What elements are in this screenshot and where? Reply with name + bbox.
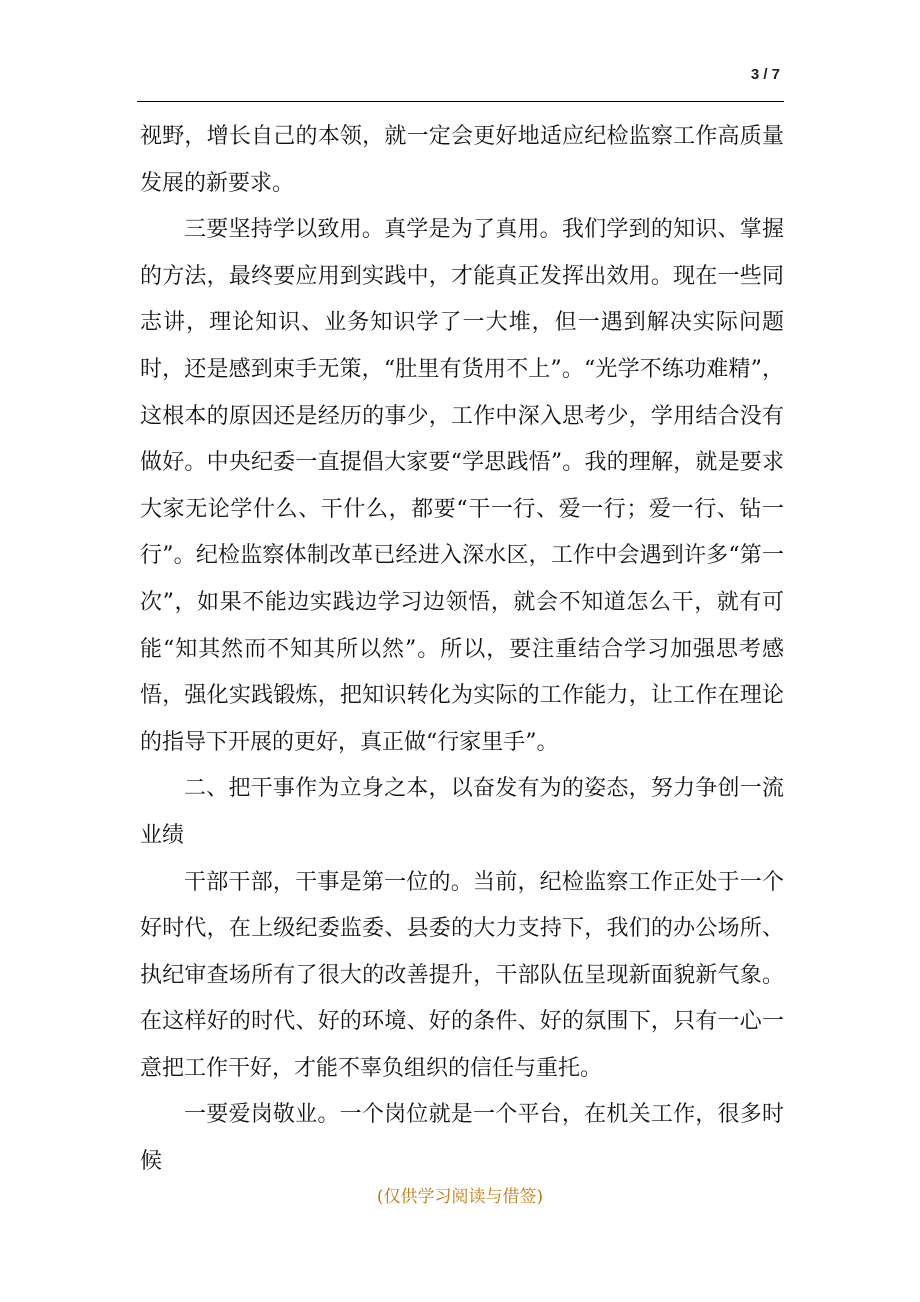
paragraph-continuation: 视野，增长自己的本领，就一定会更好地适应纪检监察工作高质量发展的新要求。 <box>140 124 784 196</box>
header-divider <box>137 101 784 102</box>
paragraph-point-one: 一要爱岗敬业。一个岗位就是一个平台，在机关工作，很多时候 <box>140 1102 784 1175</box>
footer-note: (仅供学习阅读与借签) <box>376 1187 544 1207</box>
section-heading-two: 二、把干事作为立身之本，以奋发有为的姿态，努力争创一流业绩 <box>140 776 784 848</box>
document-body <box>140 114 784 1186</box>
paragraph-point-three: 三要坚持学以致用。真学是为了真用。我们学到的知识、掌握的方法，最终要应用到实践中，才能真正发挥出效用。现在一些同志讲，理论知识、业务知识学了一大堆，但一遇到解决实际问题时，还是感到束手无策，“肚里有货用不上”。“光学不练功难精”，这根本的原因还是经历的事少，工作中深入思考少，学用结合没有做好。中央纪委一直提倡大家要“学思践悟”。我的理解，就是要求大家无论学什么、干什么，都要“干一行、爱一行；爱一行、钻一行”。纪检监察体制改革已经进入深水区，工作中会遇到许多“第一次”，如果不能边实践边学习边领悟，就会不知道怎么干，就有可能“知其然而不知其所以然”。所以，要注重结合学习加强思考感悟，强化实践锻炼，把知识转化为实际的工作能力，让工作在理论的指导下开展的更好，真正做“行家里手”。 <box>140 217 784 755</box>
paragraph-cadre-work: 干部干部，干事是第一位的。当前，纪检监察工作正处于一个好时代，在上级纪委监委、县委的大力支持下，我们的办公场所、执纪审查场所有了很大的改善提升，干部队伍呈现新面貌新气象。在这样好的时代、好的环境、好的条件、好的氛围下，只有一心一意把工作干好，才能不辜负组织的信任与重托。 <box>140 869 784 1081</box>
page-number: 3 / 7 <box>750 66 780 83</box>
